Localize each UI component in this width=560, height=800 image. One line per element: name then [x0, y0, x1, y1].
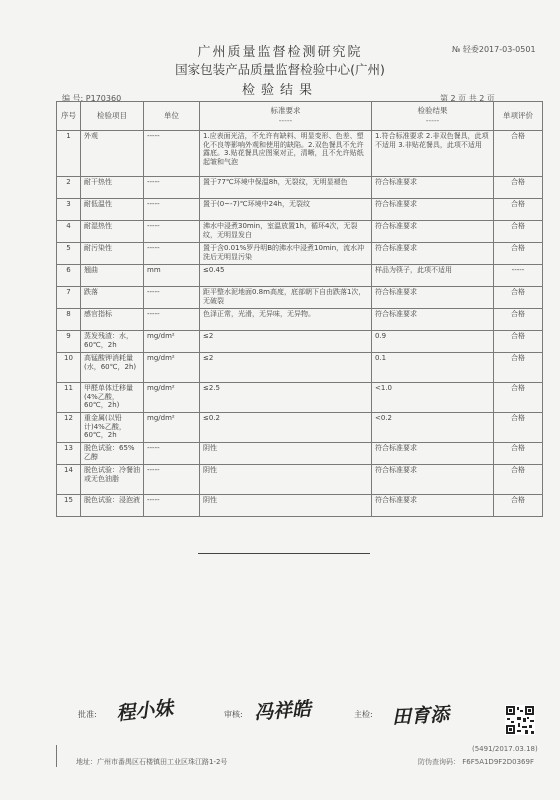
row-no: 9: [57, 331, 81, 353]
row-item: 耐低温性: [81, 199, 144, 221]
row-unit: -----: [144, 199, 200, 221]
row-unit: mg/dm²: [144, 353, 200, 383]
table-row: [57, 287, 543, 309]
page-info: 第 2 页 共 2 页: [440, 94, 495, 103]
row-unit: -----: [144, 131, 200, 177]
table-row: [57, 413, 543, 443]
row-no: 14: [57, 465, 81, 495]
row-requirement: 阴性: [200, 495, 372, 517]
row-requirement: 距平整水泥地面0.8m高度，底部朝下自由跌落1次，无破裂: [200, 287, 372, 309]
header-req-label: 标准要求: [270, 105, 301, 115]
row-item: 翘曲: [81, 265, 144, 287]
serial-label: 编 号:: [62, 94, 84, 103]
row-item: 耐污染性: [81, 243, 144, 265]
main-inspector-signature: 田育添: [391, 703, 450, 729]
row-requirement: 色泽正常，光滑，无异味，无异物。: [200, 309, 372, 331]
row-no: 1: [57, 131, 81, 177]
header-item: 检验项目: [81, 102, 144, 131]
row-result: 符合标准要求: [372, 309, 494, 331]
row-unit: -----: [144, 443, 200, 465]
ref-code: № 轻委2017-03-0501: [452, 45, 536, 54]
table-row: [57, 443, 543, 465]
row-no: 4: [57, 221, 81, 243]
table-row: [57, 177, 543, 199]
row-evaluation: 合格: [494, 383, 543, 413]
row-unit: -----: [144, 243, 200, 265]
row-result: 符合标准要求: [372, 287, 494, 309]
row-result: 符合标准要求: [372, 199, 494, 221]
row-no: 3: [57, 199, 81, 221]
row-evaluation: 合格: [494, 199, 543, 221]
row-evaluation: 合格: [494, 177, 543, 199]
row-unit: mg/dm²: [144, 383, 200, 413]
row-unit: mm: [144, 265, 200, 287]
row-evaluation: 合格: [494, 465, 543, 495]
row-no: 8: [57, 309, 81, 331]
table-row: [57, 131, 543, 177]
row-evaluation: 合格: [494, 495, 543, 517]
row-item: 甲醛单体迁移量(4%乙酸，60℃，2h): [81, 383, 144, 413]
row-no: 10: [57, 353, 81, 383]
table-row: [57, 309, 543, 331]
table-row: [57, 495, 543, 517]
row-evaluation: 合格: [494, 353, 543, 383]
institute-name: 广州质量监督检测研究院: [197, 45, 363, 60]
row-no: 12: [57, 413, 81, 443]
footer-margin-line: [56, 745, 57, 767]
row-requirement: 阴性: [200, 443, 372, 465]
main-inspector-label: 主检:: [354, 710, 373, 719]
row-result: 符合标准要求: [372, 177, 494, 199]
approve-signature: 程小妹: [115, 697, 175, 725]
header-req-dash: -----: [278, 116, 293, 125]
header-res: [372, 102, 494, 131]
row-requirement: 沸水中浸煮30min，室温放置1h，循环4次，无裂纹，无明显发白: [200, 221, 372, 243]
end-rule: [198, 553, 370, 554]
row-result: 符合标准要求: [372, 465, 494, 495]
row-requirement: ≤2.5: [200, 383, 372, 413]
row-item: 蒸发残渣：水，60℃，2h: [81, 331, 144, 353]
row-unit: mg/dm²: [144, 331, 200, 353]
header-req: [200, 102, 372, 131]
table-row: [57, 353, 543, 383]
row-result: 符合标准要求: [372, 243, 494, 265]
row-unit: -----: [144, 287, 200, 309]
results-table: [56, 101, 543, 517]
center-name: 国家包装产品质量监督检验中心(广州): [175, 62, 385, 77]
header-res-label: 检验结果: [417, 105, 448, 115]
table-row: [57, 221, 543, 243]
row-item: 重金属(以铅计)4%乙酸，60℃，2h: [81, 413, 144, 443]
row-item: 外观: [81, 131, 144, 177]
row-item: 跌落: [81, 287, 144, 309]
row-evaluation: 合格: [494, 243, 543, 265]
header-eval: 单项评价: [494, 102, 543, 131]
row-unit: -----: [144, 309, 200, 331]
row-requirement: 阴性: [200, 465, 372, 495]
row-no: 13: [57, 443, 81, 465]
report-title: 检验结果: [241, 83, 318, 98]
table-row: [57, 243, 543, 265]
row-requirement: 置于(0~-7)℃环境中24h，无裂纹: [200, 199, 372, 221]
row-unit: -----: [144, 495, 200, 517]
table-row: [57, 331, 543, 353]
row-no: 15: [57, 495, 81, 517]
row-result: <1.0: [372, 383, 494, 413]
row-item: 脱色试验：冷餐油或无色油脂: [81, 465, 144, 495]
row-result: 符合标准要求: [372, 495, 494, 517]
row-evaluation: 合格: [494, 413, 543, 443]
row-item: 耐干热性: [81, 177, 144, 199]
qr-code-icon: [505, 705, 535, 735]
anti-fake-value: F6F5A1D9F2D0369F: [462, 758, 534, 766]
row-result: 符合标准要求: [372, 221, 494, 243]
row-item: 脱色试验：浸泡液: [81, 495, 144, 517]
row-requirement: 置于77℃环境中保温8h，无裂纹，无明显褪色: [200, 177, 372, 199]
header-unit: 单位: [144, 102, 200, 131]
row-evaluation: -----: [494, 265, 543, 287]
row-requirement: ≤2: [200, 331, 372, 353]
row-unit: -----: [144, 465, 200, 495]
row-evaluation: 合格: [494, 221, 543, 243]
row-unit: -----: [144, 221, 200, 243]
lab-address: 地址：广州市番禺区石楼镇田工业区珠江路1-2号: [76, 758, 228, 766]
row-item: 高锰酸钾消耗量(水，60℃，2h): [81, 353, 144, 383]
row-evaluation: 合格: [494, 309, 543, 331]
row-requirement: ≤0.2: [200, 413, 372, 443]
row-result: 0.1: [372, 353, 494, 383]
row-no: 6: [57, 265, 81, 287]
row-no: 2: [57, 177, 81, 199]
row-no: 5: [57, 243, 81, 265]
row-result: 1.符合标准要求 2.非双色餐具，此项不适用 3.非贴花餐具，此项不适用: [372, 131, 494, 177]
row-evaluation: 合格: [494, 443, 543, 465]
header-res-dash: -----: [425, 116, 440, 125]
row-result: 符合标准要求: [372, 443, 494, 465]
row-item: 感官指标: [81, 309, 144, 331]
review-label: 审核:: [224, 710, 243, 719]
table-row: [57, 199, 543, 221]
table-row: [57, 265, 543, 287]
row-item: 耐湿热性: [81, 221, 144, 243]
row-requirement: 1.应表面光洁，不允许有缺料、明显变形、色差、塑化不良等影响外观和使用的缺陷。2.双色餐具不允许露底。3.贴花餐具应图案对正，清晰，且不允许贴纸起皱和气泡: [200, 131, 372, 177]
table-row: [57, 383, 543, 413]
row-requirement: ≤0.45: [200, 265, 372, 287]
row-requirement: 置于含0.01%罗丹明B的沸水中浸煮10min，流水冲洗后无明显污染: [200, 243, 372, 265]
row-unit: mg/dm²: [144, 413, 200, 443]
row-requirement: ≤2: [200, 353, 372, 383]
table-row: [57, 465, 543, 495]
row-evaluation: 合格: [494, 331, 543, 353]
anti-fake-code: [418, 757, 534, 767]
row-no: 11: [57, 383, 81, 413]
row-result: <0.2: [372, 413, 494, 443]
review-signature: 冯祥皓: [253, 698, 312, 724]
table-header-row: [57, 102, 543, 131]
serial-value: P170360: [85, 94, 122, 103]
row-item: 脱色试验：65%乙醇: [81, 443, 144, 465]
anti-fake-label: 防伪查询码：: [418, 758, 460, 766]
approve-label: 批准:: [78, 710, 97, 719]
row-evaluation: 合格: [494, 131, 543, 177]
header-no: 序号: [57, 102, 81, 131]
report-code: (5491/2017.03.18): [472, 745, 538, 753]
row-unit: -----: [144, 177, 200, 199]
row-result: 样品为筷子，此项不适用: [372, 265, 494, 287]
row-no: 7: [57, 287, 81, 309]
row-evaluation: 合格: [494, 287, 543, 309]
row-result: 0.9: [372, 331, 494, 353]
